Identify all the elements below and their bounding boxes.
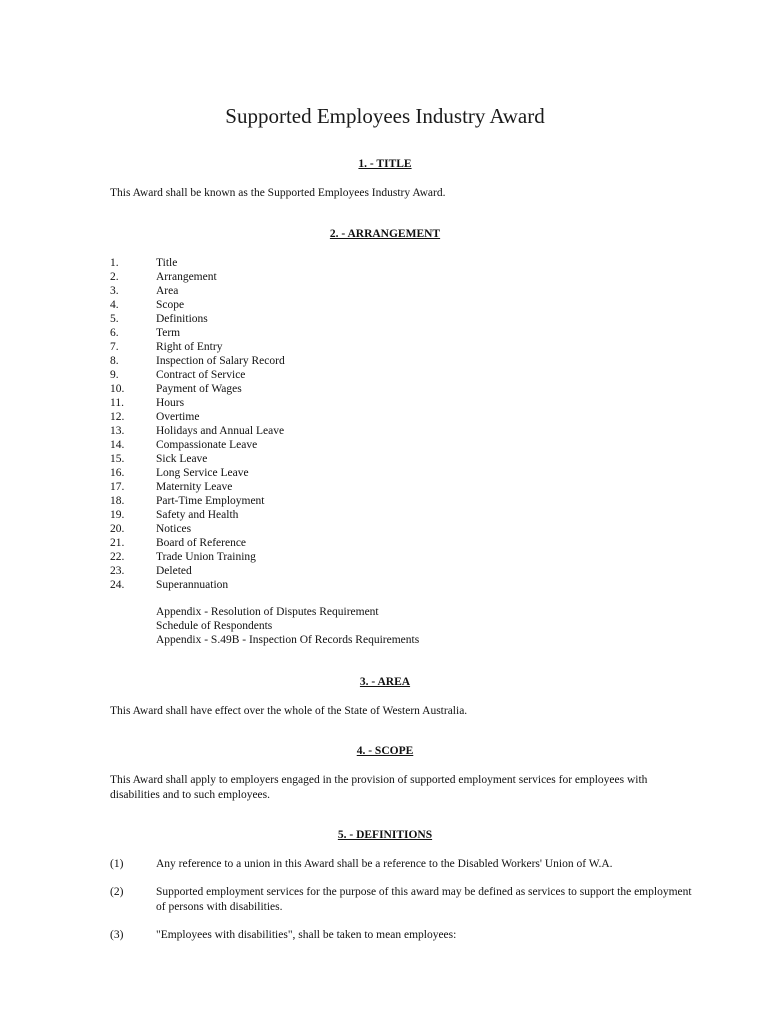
list-item [110, 438, 285, 452]
list-item [110, 340, 285, 354]
list-item-label: Overtime [156, 411, 200, 423]
list-item [110, 396, 285, 410]
section-heading-title: 1. - TITLE [358, 158, 412, 170]
list-item-label: Deleted [156, 565, 192, 577]
list-item-label: Arrangement [156, 271, 217, 283]
list-item [110, 466, 285, 480]
list-item-label: Contract of Service [156, 369, 246, 381]
list-item [110, 284, 285, 298]
list-item [110, 578, 285, 592]
list-item [110, 536, 285, 550]
section-heading-area: 3. - AREA [359, 676, 411, 688]
section-heading-arrangement: 2. - ARRANGEMENT [329, 228, 441, 240]
list-item-number: 5. [110, 313, 119, 325]
list-item-label: Board of Reference [156, 537, 247, 549]
list-item-label: Long Service Leave [156, 467, 249, 479]
appendix-list [156, 605, 419, 647]
list-item [110, 452, 285, 466]
list-item-number: 6. [110, 327, 119, 339]
document-title: Supported Employees Industry Award [225, 104, 545, 128]
list-item-number: 8. [110, 355, 119, 367]
list-item-label: Definitions [156, 313, 208, 325]
list-item-label: Maternity Leave [156, 481, 233, 493]
list-item [110, 382, 285, 396]
list-item-number: 10. [110, 383, 125, 395]
list-item-label: Inspection of Salary Record [156, 355, 285, 367]
list-item-label: Scope [156, 299, 185, 311]
appendix-item: Schedule of Respondents [156, 620, 273, 632]
list-item-label: Hours [156, 397, 185, 409]
list-item-number: 17. [110, 481, 125, 493]
list-item-label: Holidays and Annual Leave [156, 425, 285, 437]
list-item [110, 522, 285, 536]
list-item [110, 326, 285, 340]
section-text-scope: This Award shall apply to employers engaged in the provision of supported employment services for employees with disabilities and to such employees. [110, 774, 648, 801]
list-item [110, 508, 285, 522]
list-item [110, 480, 285, 494]
list-item-label: Sick Leave [156, 453, 208, 465]
list-item-number: 14. [110, 439, 125, 451]
list-item-label: Notices [156, 523, 192, 535]
list-item-number: 20. [110, 523, 125, 535]
list-item-number: 16. [110, 467, 125, 479]
list-item-label: Trade Union Training [156, 551, 256, 563]
list-item-number: 15. [110, 453, 125, 465]
list-item [110, 354, 285, 368]
list-item [110, 298, 285, 312]
list-item-label: Right of Entry [156, 341, 223, 353]
list-item [110, 256, 285, 270]
definition-text: Supported employment services for the purpose of this award may be defined as services to support the employment of persons with disabilities. [156, 886, 692, 913]
list-item-number: 7. [110, 341, 119, 353]
list-item [110, 270, 285, 284]
list-item [110, 564, 285, 578]
list-item-label: Area [156, 285, 179, 297]
list-item-number: 22. [110, 551, 125, 563]
list-item-number: 23. [110, 565, 125, 577]
section-text-title: This Award shall be known as the Supported Employees Industry Award. [110, 187, 446, 199]
list-item [110, 410, 285, 424]
list-item-number: 1. [110, 257, 119, 269]
list-item-number: 2. [110, 271, 119, 283]
list-item-number: 12. [110, 411, 125, 423]
list-item-label: Title [156, 257, 178, 269]
list-item [110, 424, 285, 438]
list-item-label: Payment of Wages [156, 383, 242, 395]
list-item-label: Superannuation [156, 579, 229, 591]
list-item [110, 494, 285, 508]
definition-text: Any reference to a union in this Award shall be a reference to the Disabled Workers' Union of W.A. [156, 858, 613, 870]
arrangement-list [110, 256, 285, 592]
definition-number: (1) [110, 858, 124, 870]
list-item-number: 11. [110, 397, 124, 409]
list-item-number: 18. [110, 495, 125, 507]
definition-text: "Employees with disabilities", shall be taken to mean employees: [156, 929, 457, 941]
list-item-number: 13. [110, 425, 125, 437]
list-item-number: 21. [110, 537, 125, 549]
section-heading-scope: 4. - SCOPE [356, 745, 414, 757]
list-item-label: Safety and Health [156, 509, 239, 521]
list-item-number: 4. [110, 299, 119, 311]
list-item [110, 312, 285, 326]
list-item-number: 3. [110, 285, 119, 297]
list-item [110, 550, 285, 564]
definition-number: (2) [110, 886, 124, 898]
list-item-label: Term [156, 327, 181, 339]
list-item-number: 19. [110, 509, 125, 521]
definition-number: (3) [110, 929, 124, 941]
section-heading-definitions: 5. - DEFINITIONS [337, 829, 433, 841]
appendix-item: Appendix - Resolution of Disputes Requirement [156, 606, 379, 618]
list-item-label: Part-Time Employment [156, 495, 265, 507]
list-item-number: 9. [110, 369, 119, 381]
appendix-item: Appendix - S.49B - Inspection Of Records Requirements [156, 634, 420, 646]
list-item-number: 24. [110, 579, 125, 591]
section-text-area: This Award shall have effect over the whole of the State of Western Australia. [110, 705, 468, 717]
list-item-label: Compassionate Leave [156, 439, 258, 451]
list-item [110, 368, 285, 382]
